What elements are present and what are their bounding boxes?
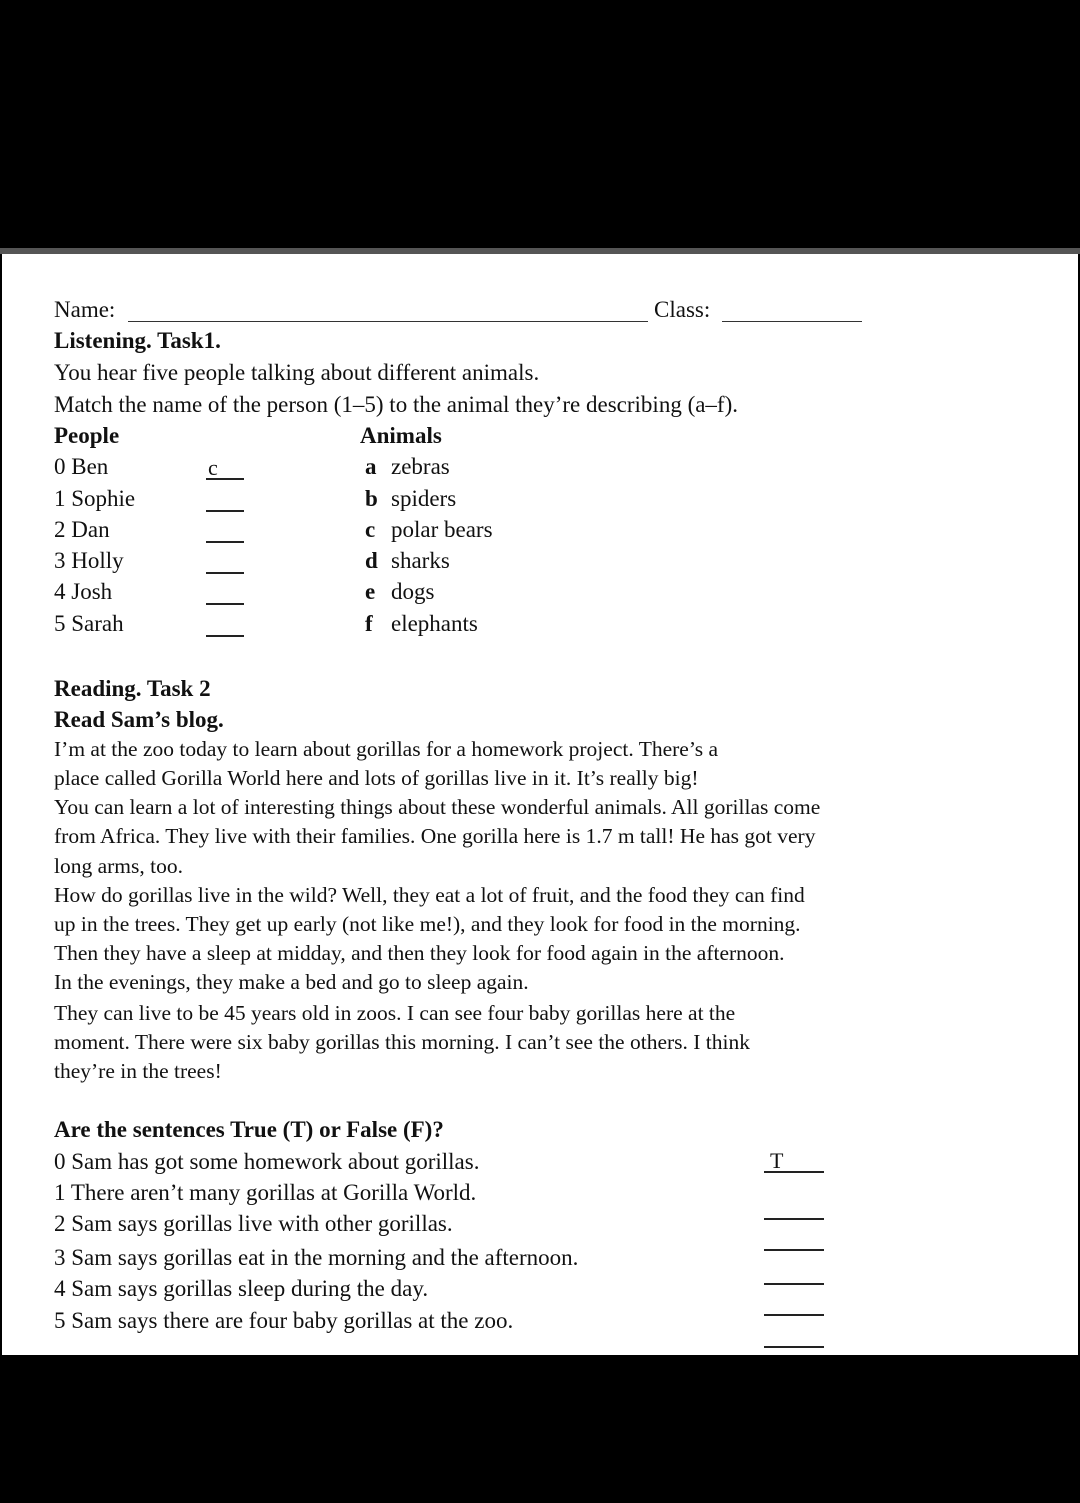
animal-name: dogs: [391, 579, 435, 604]
task1-instruction-1: You hear five people talking about different animals.: [54, 360, 540, 385]
animal-letter: e: [365, 579, 376, 604]
statement: 0 Sam has got some homework about gorillas.: [54, 1149, 480, 1174]
answer-blank[interactable]: [206, 478, 244, 480]
blog-line: Then they have a sleep at midday, and then they look for food again in the afternoon.: [54, 941, 785, 965]
statement-answer: T: [770, 1148, 784, 1173]
animal-option: [365, 517, 493, 543]
animal-letter: a: [365, 454, 377, 479]
blog-line: long arms, too.: [54, 854, 183, 878]
answer-blank[interactable]: [764, 1171, 824, 1173]
task2-subtitle: Read Sam’s blog.: [54, 707, 224, 732]
class-field[interactable]: [722, 321, 862, 322]
animal-name: elephants: [391, 611, 478, 636]
blog-line: I’m at the zoo today to learn about gorillas for a homework project. There’s a: [54, 737, 719, 761]
animals-header: Animals: [360, 423, 442, 448]
answer-blank[interactable]: [764, 1249, 824, 1251]
animal-option: [365, 548, 450, 574]
animal-letter: f: [365, 611, 373, 636]
animal-letter: c: [365, 517, 376, 542]
answer-blank[interactable]: [764, 1283, 824, 1285]
answer-blank[interactable]: [206, 635, 244, 637]
animal-option: [365, 454, 450, 480]
name-label: Name:: [54, 297, 116, 322]
person-label: 3 Holly: [54, 548, 124, 573]
class-label: Class:: [654, 297, 711, 322]
blog-line: How do gorillas live in the wild? Well, they eat a lot of fruit, and the food they can find: [54, 883, 805, 907]
animal-option: [365, 579, 434, 605]
blog-line: You can learn a lot of interesting things about these wonderful animals. All gorillas come: [54, 795, 821, 819]
answer-blank[interactable]: [206, 572, 244, 574]
answer-blank[interactable]: [764, 1314, 824, 1316]
statement: 2 Sam says gorillas live with other gorillas.: [54, 1211, 453, 1236]
answer-blank[interactable]: [206, 510, 244, 512]
task1-title: Listening. Task1.: [54, 328, 221, 353]
blog-line: They can live to be 45 years old in zoos. I can see four baby gorillas here at the: [54, 1001, 736, 1025]
blog-line: they’re in the trees!: [54, 1059, 222, 1083]
animal-name: polar bears: [391, 517, 493, 542]
statement: 3 Sam says gorillas eat in the morning and the afternoon.: [54, 1245, 579, 1270]
people-header: People: [54, 423, 120, 448]
person-label: 4 Josh: [54, 579, 113, 604]
animal-name: spiders: [391, 486, 457, 511]
animal-letter: b: [365, 486, 378, 511]
statement: 1 There aren’t many gorillas at Gorilla World.: [54, 1180, 477, 1205]
animal-option: [365, 611, 478, 637]
animal-name: zebras: [391, 454, 450, 479]
person-label: 2 Dan: [54, 517, 110, 542]
tf-title: Are the sentences True (T) or False (F)?: [54, 1117, 444, 1142]
answer-blank[interactable]: [764, 1346, 824, 1348]
name-field[interactable]: [128, 321, 648, 322]
blog-line: In the evenings, they make a bed and go to sleep again.: [54, 970, 529, 994]
statement: 5 Sam says there are four baby gorillas at the zoo.: [54, 1308, 514, 1333]
blog-line: from Africa. They live with their families. One gorilla here is 1.7 m tall! He has got very: [54, 824, 816, 848]
animal-letter: d: [365, 548, 378, 573]
task1-instruction-2: Match the name of the person (1–5) to the animal they’re describing (a–f).: [54, 392, 739, 417]
blog-line: place called Gorilla World here and lots of gorillas live in it. It’s really big!: [54, 766, 699, 790]
task2-title: Reading. Task 2: [54, 676, 211, 701]
person-label: 1 Sophie: [54, 486, 136, 511]
person-answer: c: [208, 455, 218, 480]
person-label: 0 Ben: [54, 454, 109, 479]
answer-blank[interactable]: [764, 1218, 824, 1220]
answer-blank[interactable]: [206, 541, 244, 543]
statement: 4 Sam says gorillas sleep during the day.: [54, 1276, 429, 1301]
blog-line: up in the trees. They get up early (not like me!), and they look for food in the morning.: [54, 912, 801, 936]
animal-name: sharks: [391, 548, 450, 573]
animal-option: [365, 486, 456, 512]
answer-blank[interactable]: [206, 603, 244, 605]
top-black-area: [0, 0, 1080, 248]
person-label: 5 Sarah: [54, 611, 124, 636]
blog-line: moment. There were six baby gorillas this morning. I can’t see the others. I think: [54, 1030, 750, 1054]
